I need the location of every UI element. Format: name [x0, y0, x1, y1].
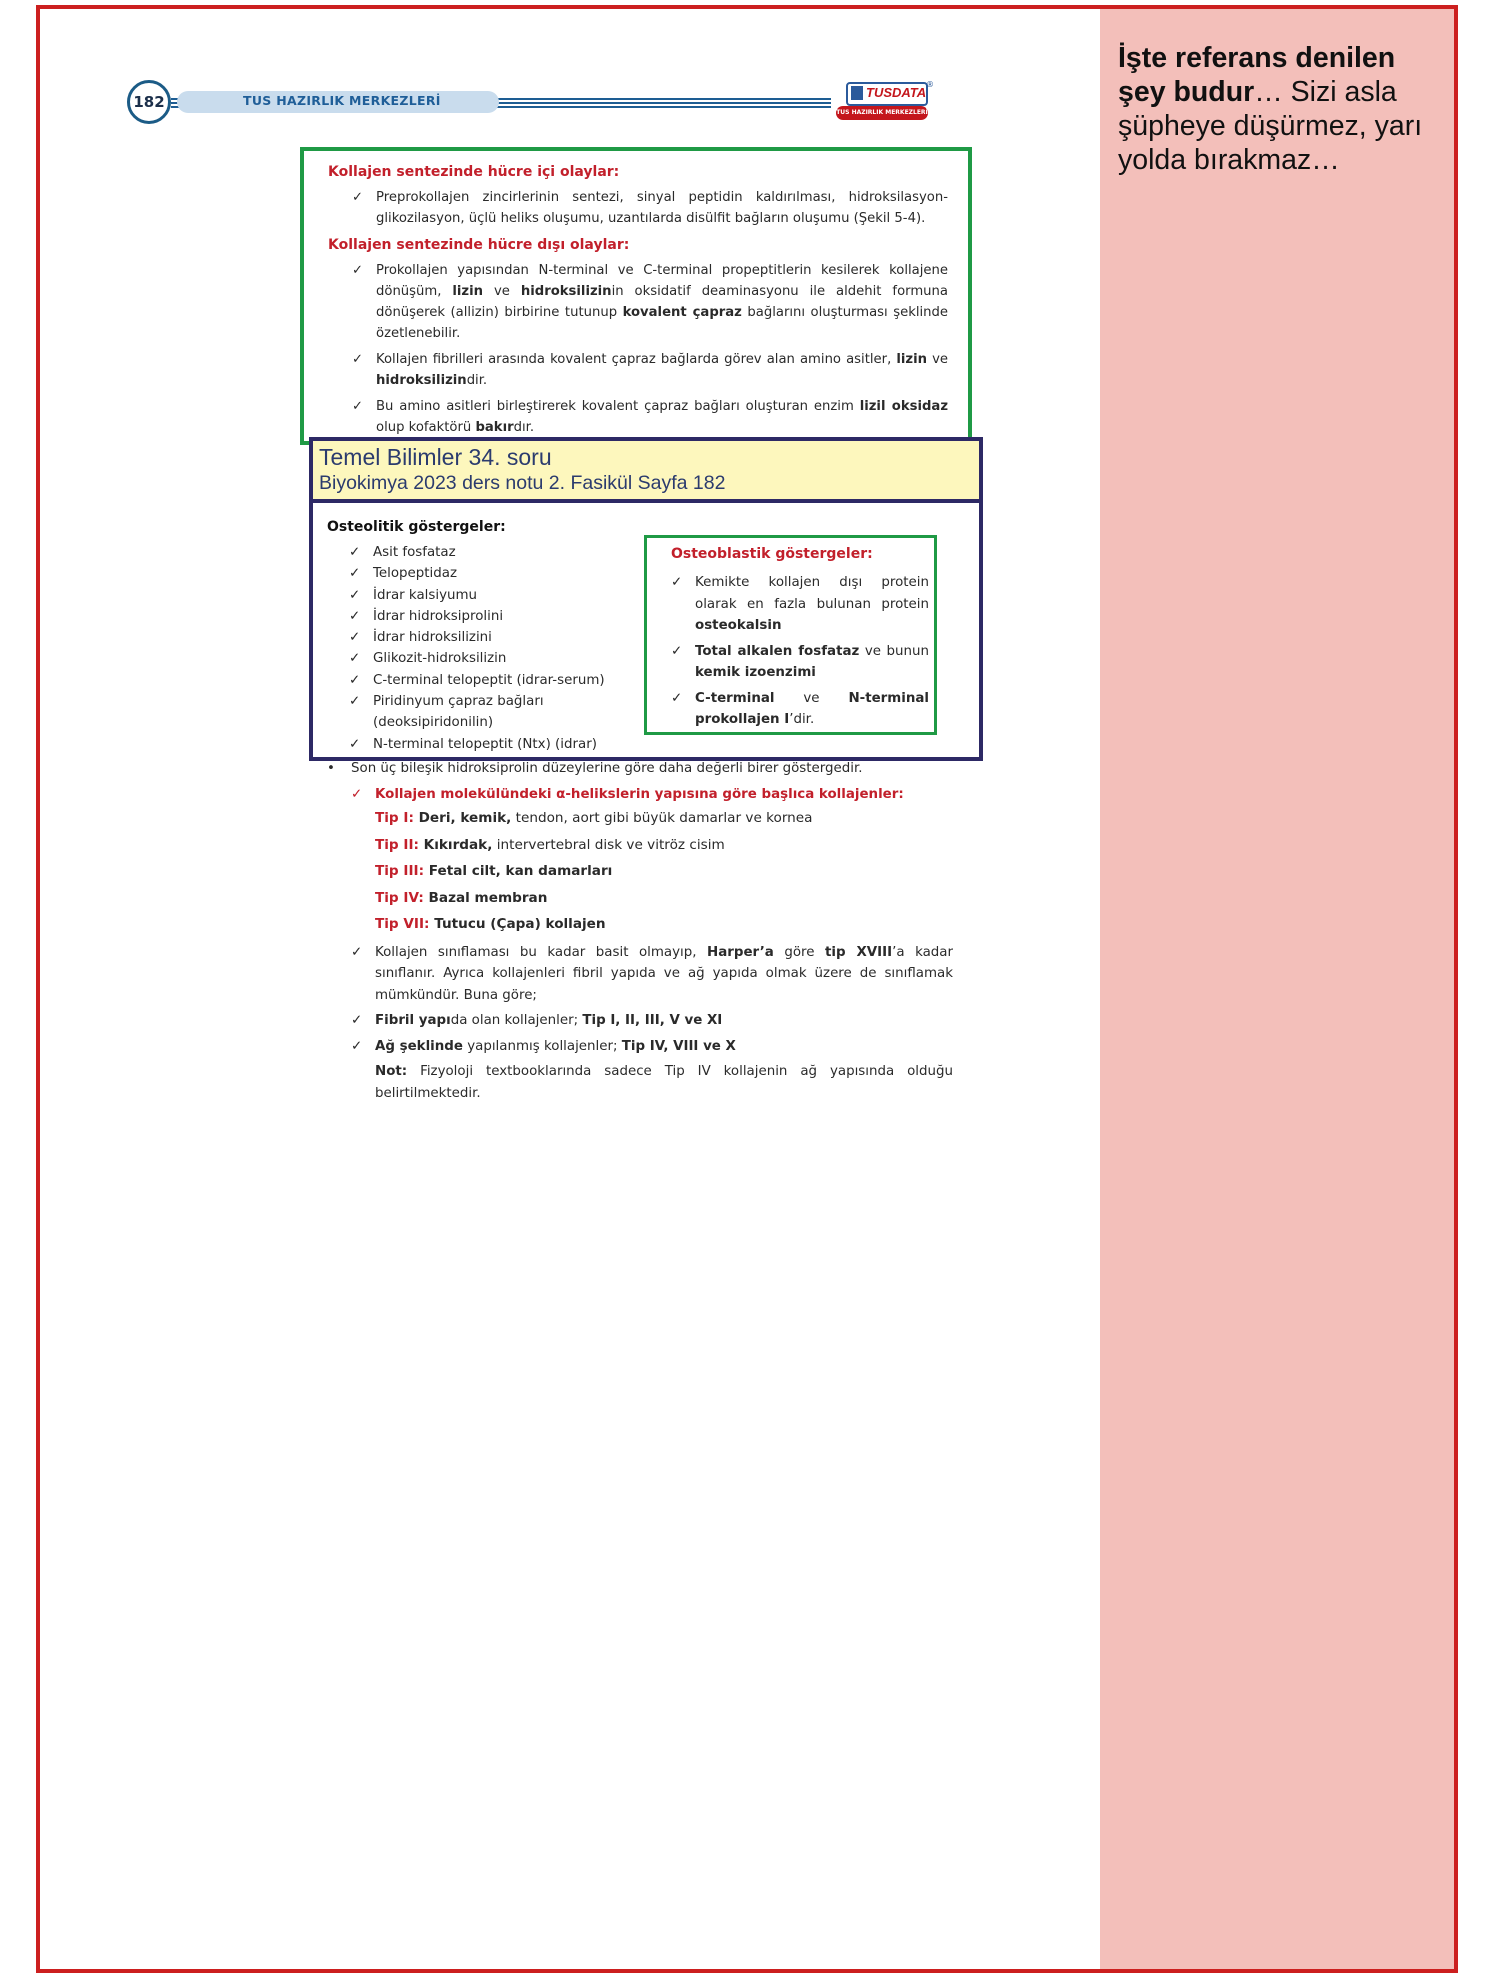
reference-box: [309, 437, 983, 761]
list-item: ✓ Total alkalen fosfataz ve bunun kemik izoenzimi: [671, 641, 929, 684]
list-item: ✓ İdrar kalsiyumu: [349, 585, 647, 606]
check-icon: ✓: [349, 651, 361, 667]
check-icon: ✓: [671, 643, 683, 659]
page-number: 182: [127, 80, 171, 124]
list-item: ✓ İdrar hidroksiprolini: [349, 606, 647, 627]
collagen-type-row: Tip IV: Bazal membran: [375, 889, 548, 906]
network-collagens-item: ✓ Ağ şeklinde yapılanmış kollajenler; Tip IV, VIII ve X: [351, 1036, 953, 1058]
classification-item: ✓ Kollajen sınıflaması bu kadar basit olmayıp, Harper’a göre tip XVIII’a kadar sınıflanır. Ayrıca kollajenleri fibril yapıda ve ağ yapıda olmak üzere de sınıflamak mümkündür. Buna göre;: [351, 942, 953, 1007]
check-icon: ✓: [349, 566, 361, 582]
check-icon: ✓: [349, 587, 361, 603]
check-icon: ✓: [349, 736, 361, 752]
check-icon: ✓: [352, 352, 364, 367]
collagen-synthesis-box: [300, 147, 972, 445]
fibril-collagens-item: ✓ Fibril yapıda olan kollajenler; Tip I, II, III, V ve XI: [351, 1010, 953, 1032]
collagen-types-heading: ✓ Kollajen molekülündeki α-helikslerin yapısına göre başlıca kollajenler:: [351, 784, 953, 806]
extracellular-item-1: ✓ Prokollajen yapısından N-terminal ve C-terminal propeptitlerin kesilerek kollajene dönüşüm, lizin ve hidroksilizinin oksidatif deaminasyonu ile aldehit formuna dönüşerek (allizin) birbirine tutunup kovalent çapraz bağlarını oluşturması şeklinde özetlenebilir.: [352, 260, 948, 344]
reference-banner: [313, 441, 979, 503]
sidebar-bold-text: İşte referans denilen şey budur: [1118, 42, 1396, 108]
list-item: ✓ C-terminal telopeptit (idrar-serum): [349, 670, 647, 691]
osteolytic-markers: [327, 517, 647, 755]
logo-building-icon: [851, 86, 863, 100]
osteoblastic-markers-box: [644, 535, 937, 735]
logo-registered-mark: ®: [926, 80, 934, 89]
list-item: ✓ Kemikte kollajen dışı protein olarak en fazla bulunan protein osteokalsin: [671, 572, 929, 637]
list-item: ✓ N-terminal telopeptit (Ntx) (idrar): [349, 734, 647, 755]
check-icon: ✓: [351, 1038, 363, 1054]
collagen-types-section: [323, 758, 953, 1104]
extracellular-item-2: ✓ Kollajen fibrilleri arasında kovalent çapraz bağlarda görev alan amino asitler, lizin ve hidroksilizindir.: [352, 349, 948, 391]
sidebar-rest-text: … Sizi asla şüpheye düşürmez, yarı yolda bırakmaz…: [1118, 76, 1423, 176]
tusdata-logo: [832, 80, 932, 125]
list-item: ✓ Piridinyum çapraz bağları (deoksipiridonilin): [349, 691, 603, 734]
note-paragraph: Not: Fizyoloji textbooklarında sadece Tip IV kollajenin ağ yapısında olduğu belirtilmektedir.: [375, 1064, 953, 1101]
collagen-type-row: Tip I: Deri, kemik, tendon, aort gibi büyük damarlar ve kornea: [375, 810, 813, 826]
check-icon: ✓: [349, 545, 361, 560]
check-icon: ✓: [671, 690, 683, 706]
intracellular-item: ✓ Preprokollajen zincirlerinin sentezi, sinyal peptidin kaldırılması, hidroksilasyon-glikozilasyon, üçlü heliks oluşumu, uzantılarda disülfit bağların oluşumu (Şekil 5-4).: [352, 187, 948, 229]
intracellular-heading: Kollajen sentezinde hücre içi olaylar:: [328, 164, 620, 180]
logo-text: TUSDATA: [866, 85, 927, 100]
logo-subtitle: TUS HAZIRLIK MERKEZLERİ: [836, 106, 928, 120]
collagen-type-row: Tip III: Fetal cilt, kan damarları: [375, 863, 613, 879]
book-page-header: [127, 80, 937, 125]
reference-subtitle: Biyokimya 2023 ders notu 2. Fasikül Sayfa 182: [319, 472, 726, 494]
check-icon: ✓: [351, 1013, 363, 1028]
check-icon: ✓: [351, 944, 363, 960]
collagen-type-row: Tip II: Kıkırdak, intervertebral disk ve vitröz cisim: [375, 836, 725, 853]
header-title: TUS HAZIRLIK MERKEZLERİ: [243, 93, 441, 108]
collagen-type-row: Tip VII: Tutucu (Çapa) kollajen: [375, 916, 606, 932]
extracellular-item-3: ✓ Bu amino asitleri birleştirerek kovalent çapraz bağları oluşturan enzim lizil oksidaz olup kofaktörü bakırdır.: [352, 396, 948, 438]
bullet-icon: •: [327, 761, 335, 776]
check-icon: ✓: [349, 694, 361, 710]
check-icon: ✓: [352, 190, 364, 205]
check-icon: ✓: [349, 608, 361, 624]
extracellular-heading: Kollajen sentezinde hücre dışı olaylar:: [328, 237, 630, 253]
list-item: ✓ Asit fosfataz: [349, 542, 647, 563]
list-item: ✓ Telopeptidaz: [349, 563, 647, 584]
check-icon: ✓: [351, 786, 363, 802]
osteolytic-heading: Osteolitik göstergeler:: [327, 519, 506, 535]
check-icon: ✓: [349, 630, 361, 646]
check-icon: ✓: [352, 399, 364, 414]
check-icon: ✓: [671, 575, 683, 590]
bullet-note: • Son üç bileşik hidroksiprolin düzeylerine göre daha değerli birer göstergedir.: [323, 758, 953, 780]
check-icon: ✓: [352, 263, 364, 278]
list-item: ✓ C-terminal ve N-terminal prokollajen I’dir.: [671, 688, 929, 731]
check-icon: ✓: [349, 672, 361, 688]
list-item: ✓ İdrar hidroksilizini: [349, 627, 647, 648]
list-item: ✓ Glikozit-hidroksilizin: [349, 648, 647, 669]
reference-title: Temel Bilimler 34. soru: [319, 444, 552, 470]
osteoblastic-heading: Osteoblastik göstergeler:: [671, 546, 873, 562]
